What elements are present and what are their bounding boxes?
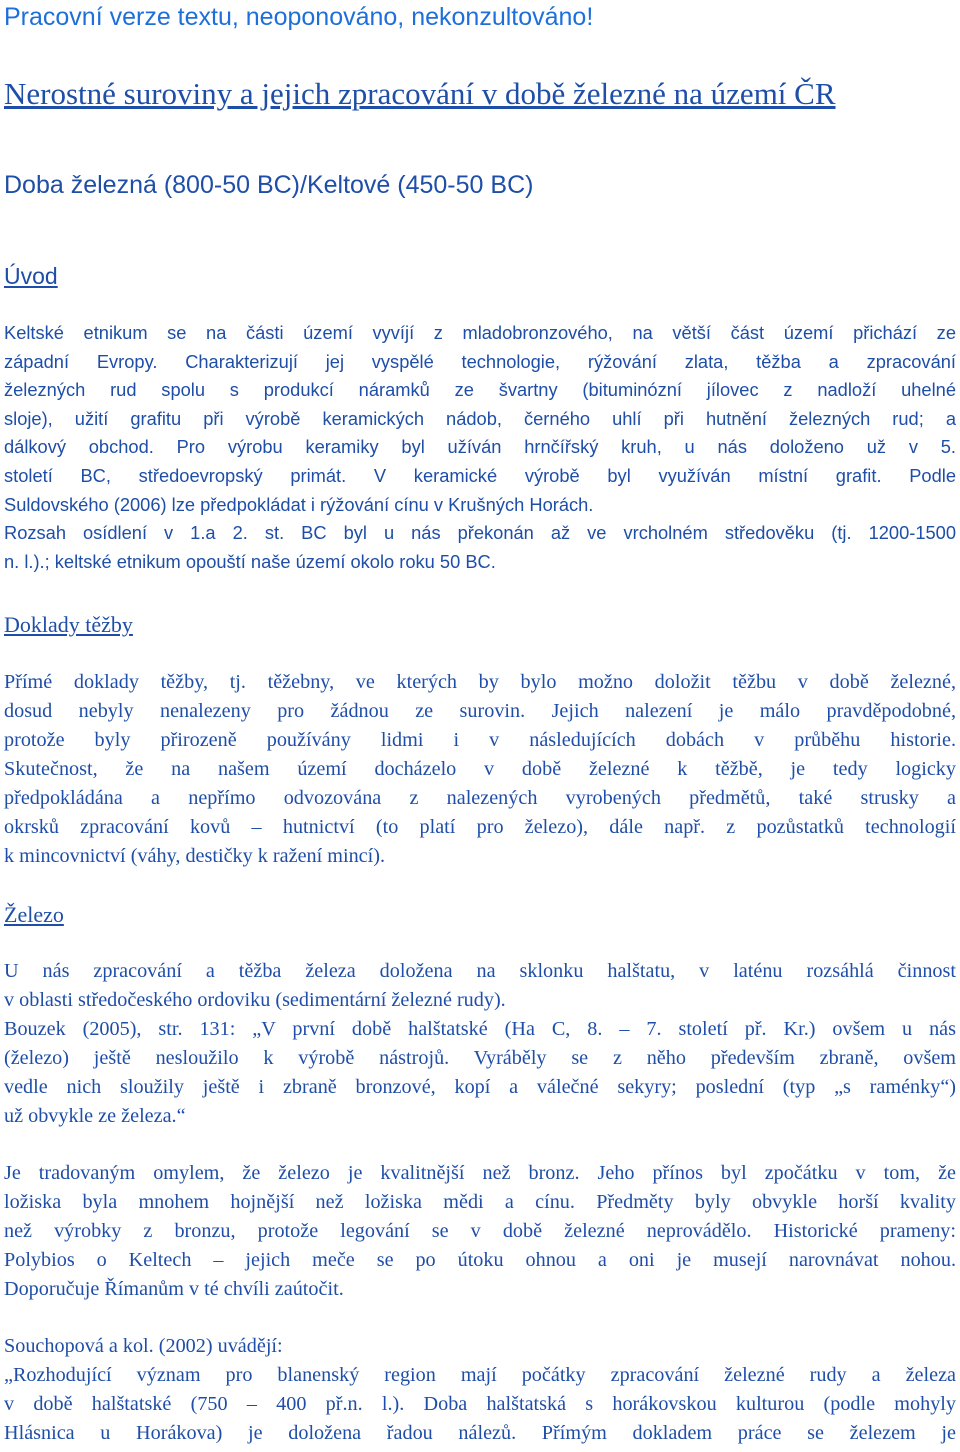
mining-line: okrsků zpracování kovů – hutnictví (to platí pro železo), dále např. z pozůstatků technologií bbox=[4, 816, 956, 838]
mining-line: Přímé doklady těžby, tj. těžebny, ve kterých by bylo možno doložit těžbu v době železné, bbox=[4, 671, 956, 693]
iron-line: „Rozhodující význam pro blanenský region mají počátky zpracování železné rudy a železa bbox=[4, 1364, 956, 1386]
iron-paragraph-1 bbox=[4, 957, 956, 1131]
iron-line: (železo) ještě nesloužilo k výrobě nástrojů. Vyráběly se z něho především zbraně, ovšem bbox=[4, 1047, 956, 1069]
draft-notice: Pracovní verze textu, neoponováno, nekonzultováno! bbox=[4, 3, 594, 31]
mining-heading: Doklady těžby bbox=[4, 612, 133, 637]
intro-line: železných rud spolu s produkcí náramků ze švartny (bituminózní jílovec z nadloží uhelné bbox=[4, 379, 956, 401]
iron-line: U nás zpracování a těžba železa doložena na sklonku halštatu, v laténu rozsáhlá činnost bbox=[4, 960, 956, 982]
intro-paragraph bbox=[4, 319, 956, 576]
iron-paragraph-3 bbox=[4, 1332, 956, 1448]
mining-line: Skutečnost, že na našem území docházelo v době železné k těžbě, je tedy logicky bbox=[4, 758, 956, 780]
iron-line: Je tradovaným omylem, že železo je kvalitnější než bronz. Jeho přínos byl zpočátku v tom, že bbox=[4, 1162, 956, 1184]
iron-line: Souchopová a kol. (2002) uvádějí: bbox=[4, 1335, 283, 1357]
iron-heading: Železo bbox=[4, 902, 64, 927]
intro-line: dálkový obchod. Pro výrobu keramiky byl užíván hrnčířský kruh, u nás doloženo už v 5. bbox=[4, 436, 956, 458]
intro-line: Rozsah osídlení v 1.a 2. st. BC byl u nás překonán až ve vrcholném středověku (tj. 1200-1500 bbox=[4, 522, 956, 544]
iron-line: Bouzek (2005), str. 131: „V první době halštatské (Ha C, 8. – 7. století př. Kr.) ovšem u nás bbox=[4, 1018, 956, 1040]
intro-heading: Úvod bbox=[4, 263, 58, 289]
intro-line: Keltské etnikum se na části území vyvíjí z mladobronzového, na větší část území přichází ze bbox=[4, 322, 956, 343]
iron-line: Doporučuje Římanům v té chvíli zaútočit. bbox=[4, 1278, 344, 1300]
iron-line: vedle nich sloužily ještě i zbraně bronzové, kopí a válečné sekyry; poslední (typ „s raménky“) bbox=[4, 1076, 956, 1098]
iron-line: v době halštatské (750 – 400 př.n. l.). Doba halštatská s horákovskou kulturou (podle mohyly bbox=[4, 1393, 956, 1415]
intro-line: Suldovského (2006) lze předpokládat i rýžování cínu v Krušných Horách. bbox=[4, 493, 594, 515]
mining-paragraph bbox=[4, 668, 956, 871]
intro-line: západní Evropy. Charakterizují jej vyspělé technologie, rýžování zlata, těžba a zpracování bbox=[4, 350, 956, 372]
iron-line: Polybios o Keltech – jejich meče se po útoku ohnou a oni je musejí narovnávat nohou. bbox=[4, 1249, 956, 1271]
mining-line: předpokládána a nepřímo odvozována z nalezených vyrobených předmětů, také strusky a bbox=[4, 787, 956, 809]
iron-line: než výrobky z bronzu, protože legování se v době železné neprovádělo. Historické prameny: bbox=[4, 1220, 956, 1242]
iron-line: už obvykle ze železa.“ bbox=[4, 1105, 186, 1127]
intro-line: století BC, středoevropský primát. V keramické výrobě byl využíván místní grafit. Podle bbox=[4, 464, 956, 486]
mining-line: dosud nebyly nenalezeny pro žádnou ze surovin. Jejich nalezení je málo pravděpodobné, bbox=[4, 700, 956, 722]
intro-line: sloje), užití grafitu při výrobě keramických nádob, černého uhlí při hutnění železných rud; a bbox=[4, 407, 956, 429]
iron-paragraph-2 bbox=[4, 1159, 956, 1304]
iron-line: Hlásnica u Horákova) je doložena řadou nálezů. Přímým dokladem práce se železem je bbox=[4, 1422, 956, 1444]
iron-line: v oblasti středočeského ordoviku (sedimentární železné rudy). bbox=[4, 989, 506, 1011]
mining-line: k mincovnictví (váhy, destičky k ražení mincí). bbox=[4, 845, 386, 867]
period-subtitle: Doba železná (800-50 BC)/Keltové (450-50 BC) bbox=[4, 171, 534, 199]
iron-line: ložiska byla mnohem hojnější než ložiska mědi a cínu. Předměty byly obvykle horší kvality bbox=[4, 1191, 956, 1213]
mining-line: protože byly přirozeně používány lidmi i v následujících dobách v průběhu historie. bbox=[4, 729, 956, 751]
intro-line: n. l.).; keltské etnikum opouští naše území okolo roku 50 BC. bbox=[4, 550, 496, 572]
document-title: Nerostné suroviny a jejich zpracování v době železné na území ČR bbox=[4, 76, 836, 111]
